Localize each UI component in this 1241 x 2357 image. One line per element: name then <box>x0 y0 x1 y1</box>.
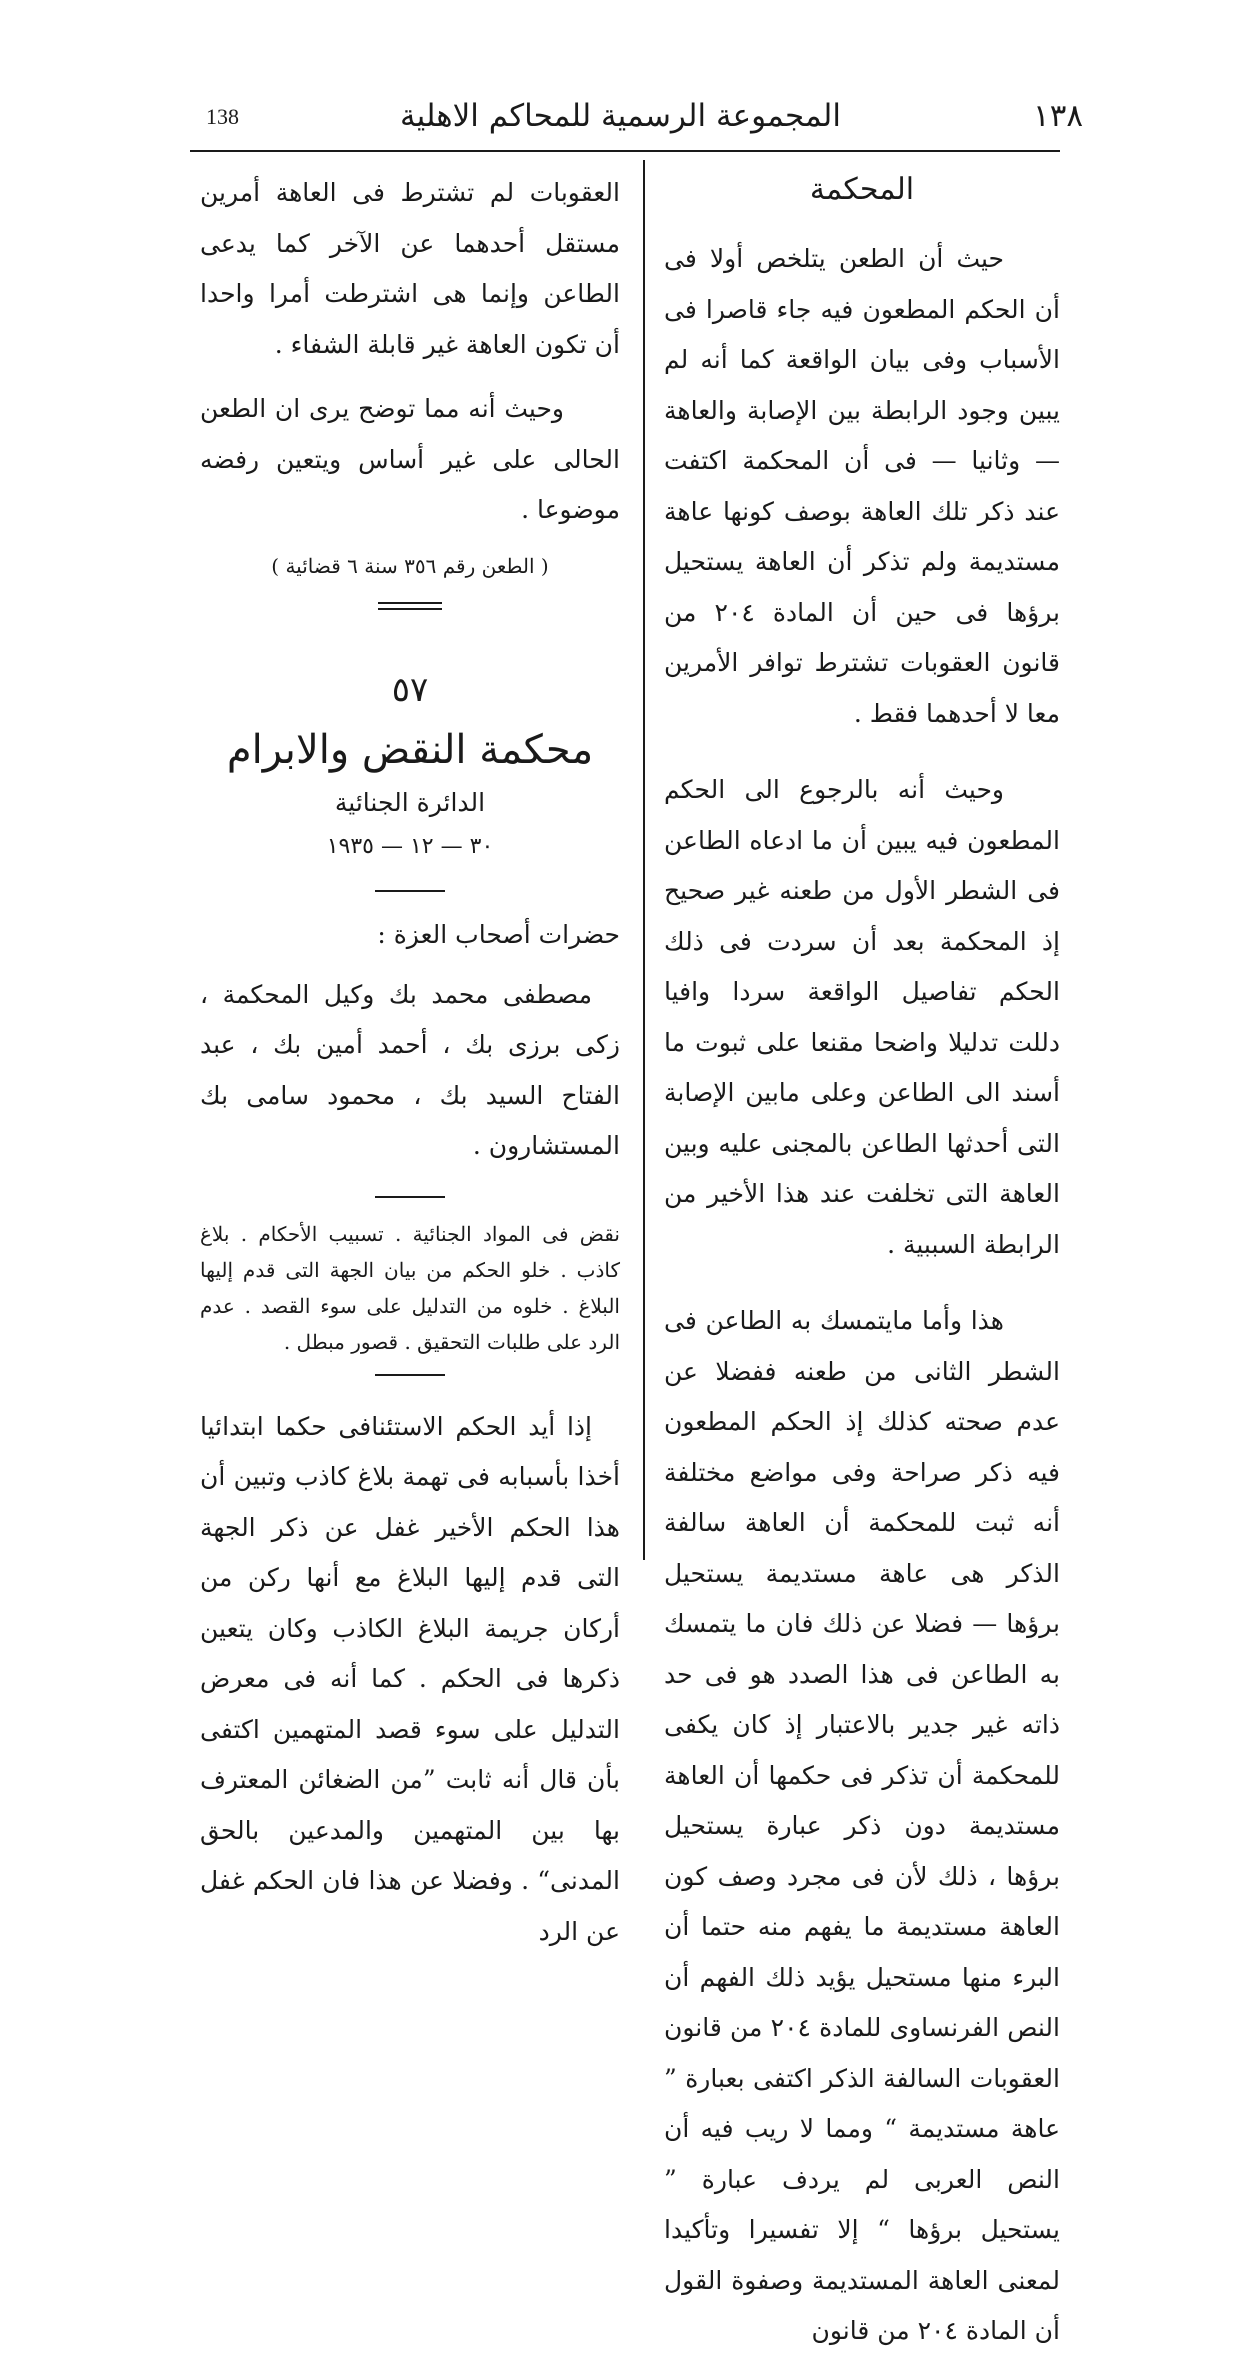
presiding-title: حضرات أصحاب العزة : <box>377 919 620 949</box>
right-column <box>664 168 1060 2357</box>
paragraph: هذا وأما مايتمسك به الطاعن فى الشطر الثانى من طعنه ففضلا عن عدم صحته كذلك إذ الحكم المطعون فيه ذكر صراحة وفى مواضع مختلفة أنه ثبت للمحكمة أن العاهة سالفة الذكر هى عاهة مستديمة يستحيل برؤها — فضلا عن ذلك فان ما يتمسك به الطاعن فى هذا الصدد هو فى حد ذاته غير جدير بالاعتبار إذ كان يكفى للمحكمة أن تذكر فى حكمها أن العاهة مستديمة دون ذكر عبارة يستحيل برؤها ، ذلك لأن فى مجرد وصف كون العاهة مستديمة ما يفهم منه حتما أن البرء منها مستحيل يؤيد ذلك الفهم أن النص الفرنساوى للمادة ٢٠٤ من قانون العقوبات السالفة الذكر اكتفى بعبارة ” عاهة مستديمة “ ومما لا ريب فيه أن النص العربى لم يردف عبارة ” يستحيل برؤها “ إلا تفسيرا وتأكيدا لمعنى العاهة المستديمة وصفوة القول أن المادة ٢٠٤ من قانون <box>664 1306 1060 2345</box>
double-rule <box>378 602 442 610</box>
case-number: ٥٧ <box>391 669 429 710</box>
section-heading: المحكمة <box>809 172 915 207</box>
column-divider <box>643 160 645 1560</box>
paragraph: وحيث أنه مما توضح يرى ان الطعن الحالى على غير أساس ويتعين رفضه موضوعا . <box>200 394 620 524</box>
page-number-arabic: ١٣٨ <box>1033 98 1083 134</box>
case-reference: ( الطعن رقم ٣٥٦ سنة ٦ قضائية ) <box>271 553 549 578</box>
short-rule <box>375 1374 445 1376</box>
short-rule <box>375 1196 445 1198</box>
headnote-summary: نقض فى المواد الجنائية . تسبيب الأحكام . بلاغ كاذب . خلو الحكم من بيان الجهة التى قدم إليها البلاغ . خلوه من التدليل على سوء القصد . عدم الرد على طلبات التحقيق . قصور مبطل . <box>200 1221 620 1354</box>
page-number: 138 <box>206 104 239 129</box>
left-column <box>200 168 620 1957</box>
paragraph: إذا أيد الحكم الاستئنافى حكما ابتدائيا أخذا بأسبابه فى تهمة بلاغ كاذب وتبين أن هذا الحكم الأخير غفل عن ذكر الجهة التى قدم إليها البلاغ مع أنها ركن من أركان جريمة البلاغ الكاذب وكان يتعين ذكرها فى الحكم . كما أنه فى معرض التدليل على سوء قصد المتهمين اكتفى بأن قال أنه ثابت ”من الضغائن المعترف بها بين المتهمين والمدعين بالحق المدنى“ . وفضلا عن هذا فان الحكم غفل عن الرد <box>200 1411 620 1946</box>
paragraph: العقوبات لم تشترط فى العاهة أمرين مستقل أحدهما عن الآخر كما يدعى الطاعن وإنما هى اشترطت أمرا واحدا أن تكون العاهة غير قابلة الشفاء . <box>200 178 620 359</box>
paragraph: وحيث أنه بالرجوع الى الحكم المطعون فيه يبين أن ما ادعاه الطاعن فى الشطر الأول من طعنه غير صحيح إذ المحكمة بعد أن سردت فى ذلك الحكم تفاصيل الواقعة سردا وافيا دللت تدليلا واضحا مقنعا على ثبوت ما أسند الى الطاعن وعلى مابين الإصابة التى أحدثها الطاعن بالمجنى عليه وبين العاهة التى تخلفت عند هذا الأخير من الرابطة السببية . <box>664 775 1060 1259</box>
header-rule <box>190 150 1060 152</box>
running-title: المجموعة الرسمية للمحاكم الاهلية <box>400 98 841 134</box>
paragraph: حيث أن الطعن يتلخص أولا فى أن الحكم المطعون فيه جاء قاصرا فى الأسباب وفى بيان الواقعة كما أنه لم يبين وجود الرابطة بين الإصابة والعاهة — وثانيا — فى أن المحكمة اكتفت عند ذكر تلك العاهة بوصف كونها عاهة مستديمة ولم تذكر أن العاهة يستحيل برؤها فى حين أن المادة ٢٠٤ من قانون العقوبات تشترط توافر الأمرين معا لا أحدهما فقط . <box>664 244 1060 728</box>
court-name: محكمة النقض والابرام <box>226 726 594 773</box>
judges-list: مصطفى محمد بك وكيل المحكمة ، زكى برزى بك ، أحمد أمين بك ، عبد الفتاح السيد بك ، محمود سامى بك المستشارون . <box>200 979 620 1160</box>
short-rule <box>375 890 445 892</box>
circuit-name: الدائرة الجنائية <box>334 787 486 817</box>
decision-date: ٣٠ — ١٢ — ١٩٣٥ <box>326 833 494 859</box>
